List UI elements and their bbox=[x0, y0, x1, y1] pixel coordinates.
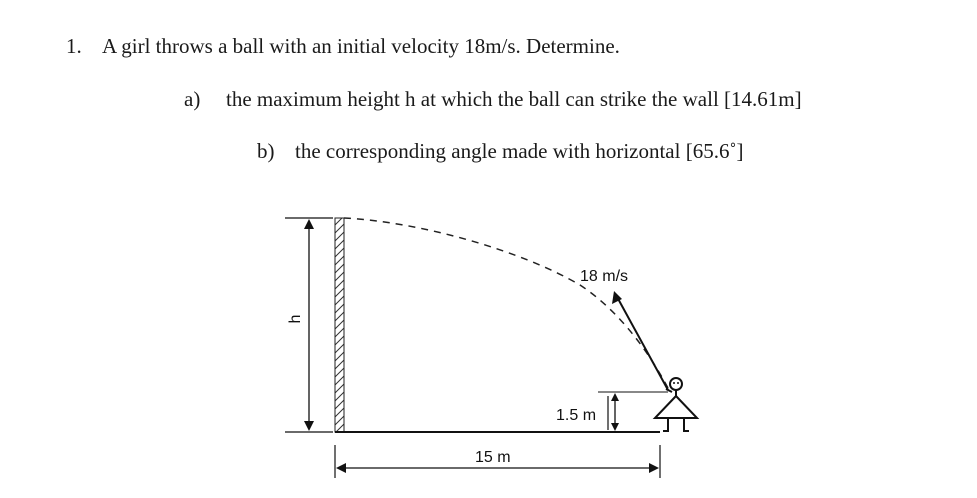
part-b-label: b) bbox=[257, 139, 275, 163]
part-a-label: a) bbox=[184, 87, 201, 111]
distance-label: 15 m bbox=[475, 449, 511, 466]
release-height-dimension bbox=[598, 392, 668, 431]
part-b-text: the corresponding angle made with horizontal [65.6˚] bbox=[295, 139, 744, 163]
release-height-label: 1.5 m bbox=[556, 407, 597, 424]
girl-figure-icon bbox=[655, 378, 697, 431]
height-dimension bbox=[285, 218, 333, 432]
height-label: h bbox=[287, 314, 304, 324]
part-a-text: the maximum height h at which the ball can strike the wall [14.61m] bbox=[226, 87, 802, 111]
wall bbox=[335, 218, 344, 432]
velocity-arrow bbox=[616, 295, 668, 390]
problem-text: A girl throws a ball with an initial velocity 18m/s. Determine. bbox=[102, 34, 620, 58]
problem-number: 1. bbox=[66, 34, 82, 58]
velocity-label: 18 m/s bbox=[580, 268, 629, 285]
